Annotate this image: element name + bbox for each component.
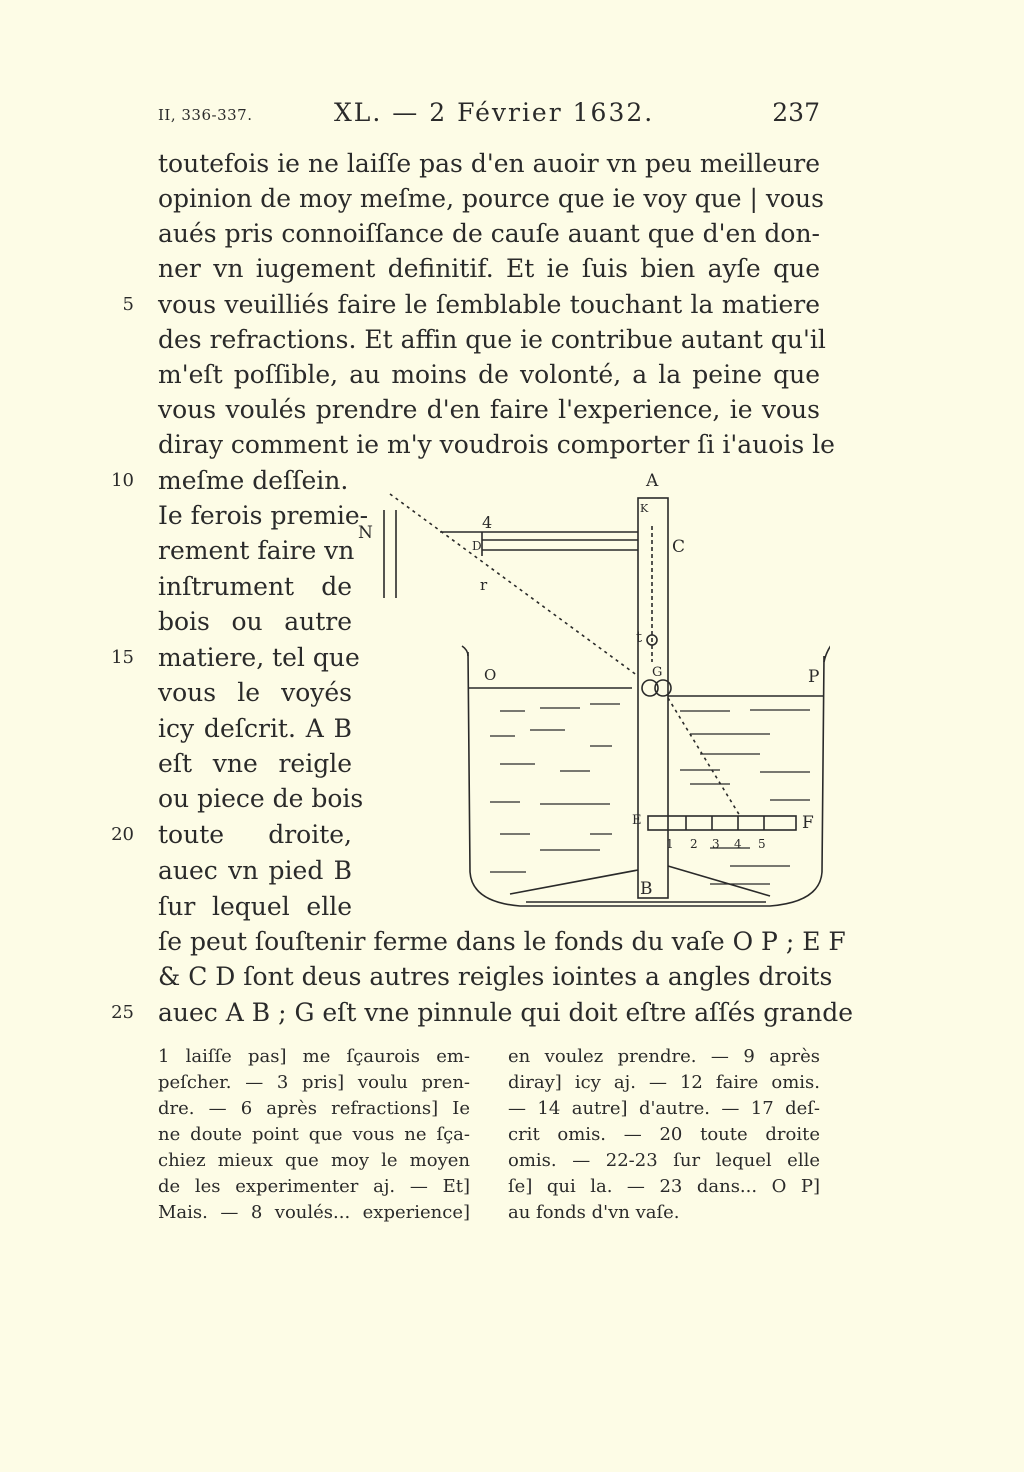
line-number: 15 xyxy=(111,647,134,668)
body-line: Ie ferois premie- xyxy=(158,501,369,530)
body-line: vous voulés prendre d'en faire l'experience, ie vous xyxy=(158,395,820,424)
footnote-line: diray] icy aj. — 12 faire omis. xyxy=(508,1072,820,1093)
scale-label: 3 xyxy=(712,837,720,851)
instrument-diagram xyxy=(350,466,830,926)
line-number: 20 xyxy=(111,824,134,845)
letter-title: XL. — 2 Février 1632. xyxy=(334,98,655,127)
body-line: ſe peut ſouſtenir ferme dans le fonds du vaſe O P ; E F xyxy=(158,927,846,956)
body-line: eſt vne reigle xyxy=(158,749,352,778)
label-o: O xyxy=(484,666,497,684)
body-line: rement faire vn xyxy=(158,536,355,565)
scale-label: 1 xyxy=(666,837,674,851)
body-line: m'eſt poſſible, au moins de volonté, a la peine que xyxy=(158,360,820,389)
footnote-line: peſcher. — 3 pris] voulu pren- xyxy=(158,1072,470,1093)
footnote-line: — 14 autre] d'autre. — 17 deſ- xyxy=(508,1098,820,1119)
body-line: vous le voyés xyxy=(158,678,352,707)
body-line: ner vn iugement definitif. Et ie ſuis bien ayſe que xyxy=(158,254,820,283)
label-f: F xyxy=(802,813,814,833)
footnote-line: chiez mieux que moy le moyen xyxy=(158,1150,470,1171)
page-number: 237 xyxy=(772,98,820,127)
body-line: inſtrument de xyxy=(158,572,352,601)
scale-label: 2 xyxy=(690,837,698,851)
label-n: N xyxy=(358,523,373,543)
label-p: P xyxy=(808,667,820,687)
label-b: B xyxy=(640,879,653,899)
label-four: 4 xyxy=(482,513,493,532)
footnote-line: Mais. — 8 voulés... experience] xyxy=(158,1202,470,1223)
footnotes-right xyxy=(508,1044,820,1226)
body-line: aués pris connoiſſance de cauſe auant que d'en don- xyxy=(158,219,820,248)
footnote-line: ſe] qui la. — 23 dans... O P] xyxy=(508,1176,820,1197)
footnote-line: 1 laiſſe pas] me ſçaurois em- xyxy=(158,1046,470,1067)
footnotes-left xyxy=(158,1044,470,1226)
body-line: bois ou autre xyxy=(158,607,352,636)
body-line: matiere, tel que xyxy=(158,643,360,672)
body-line: diray comment ie m'y voudrois comporter ſi i'auois le xyxy=(158,430,835,459)
label-k: K xyxy=(640,502,649,515)
body-line: toute droite, xyxy=(158,820,352,849)
body-line: vous veuilliés faire le ſemblable touchant la matiere xyxy=(158,290,820,319)
label-e: E xyxy=(632,813,642,828)
line-number: 25 xyxy=(111,1002,134,1023)
label-c: C xyxy=(672,537,686,557)
footnote-line: ne doute point que vous ne ſça- xyxy=(158,1124,470,1145)
body-line: meſme deſſein. xyxy=(158,466,349,495)
body-line: opinion de moy meſme, pource que ie voy que | vous xyxy=(158,184,824,213)
label-r: r xyxy=(480,576,488,594)
body-line: ſur lequel elle xyxy=(158,892,352,921)
label-d: D xyxy=(472,539,482,553)
scale-label: 5 xyxy=(758,837,766,851)
footnote-line: en voulez prendre. — 9 après xyxy=(508,1046,820,1067)
body-line: toutefois ie ne laiſſe pas d'en auoir vn peu meilleure xyxy=(158,149,820,178)
footnote-line: de les experimenter aj. — Et] xyxy=(158,1176,470,1197)
body-line: auec vn pied B xyxy=(158,856,352,885)
body-line: & C D ſont deus autres reigles iointes a angles droits xyxy=(158,962,833,991)
running-header xyxy=(158,98,820,138)
footnote-line: dre. — 6 après refractions] Ie xyxy=(158,1098,470,1119)
scale-label: 4 xyxy=(734,837,742,851)
body-line: des refractions. Et affin que ie contribue autant qu'il xyxy=(158,325,826,354)
label-t: t xyxy=(636,628,643,646)
body-line: auec A B ; G eſt vne pinnule qui doit eſtre aſſés grande xyxy=(158,998,854,1027)
footnote-line: au fonds d'vn vaſe. xyxy=(508,1202,680,1223)
line-number: 5 xyxy=(122,294,134,315)
body-line: ou piece de bois xyxy=(158,784,364,813)
footnote-line: crit omis. — 20 toute droite xyxy=(508,1124,820,1145)
label-a: A xyxy=(646,471,659,491)
body-line: icy deſcrit. A B xyxy=(158,714,352,743)
line-number: 10 xyxy=(111,470,134,491)
volume-reference: II, 336-337. xyxy=(158,106,253,124)
footnote-line: omis. — 22-23 ſur lequel elle xyxy=(508,1150,820,1171)
label-g: G xyxy=(652,665,663,680)
